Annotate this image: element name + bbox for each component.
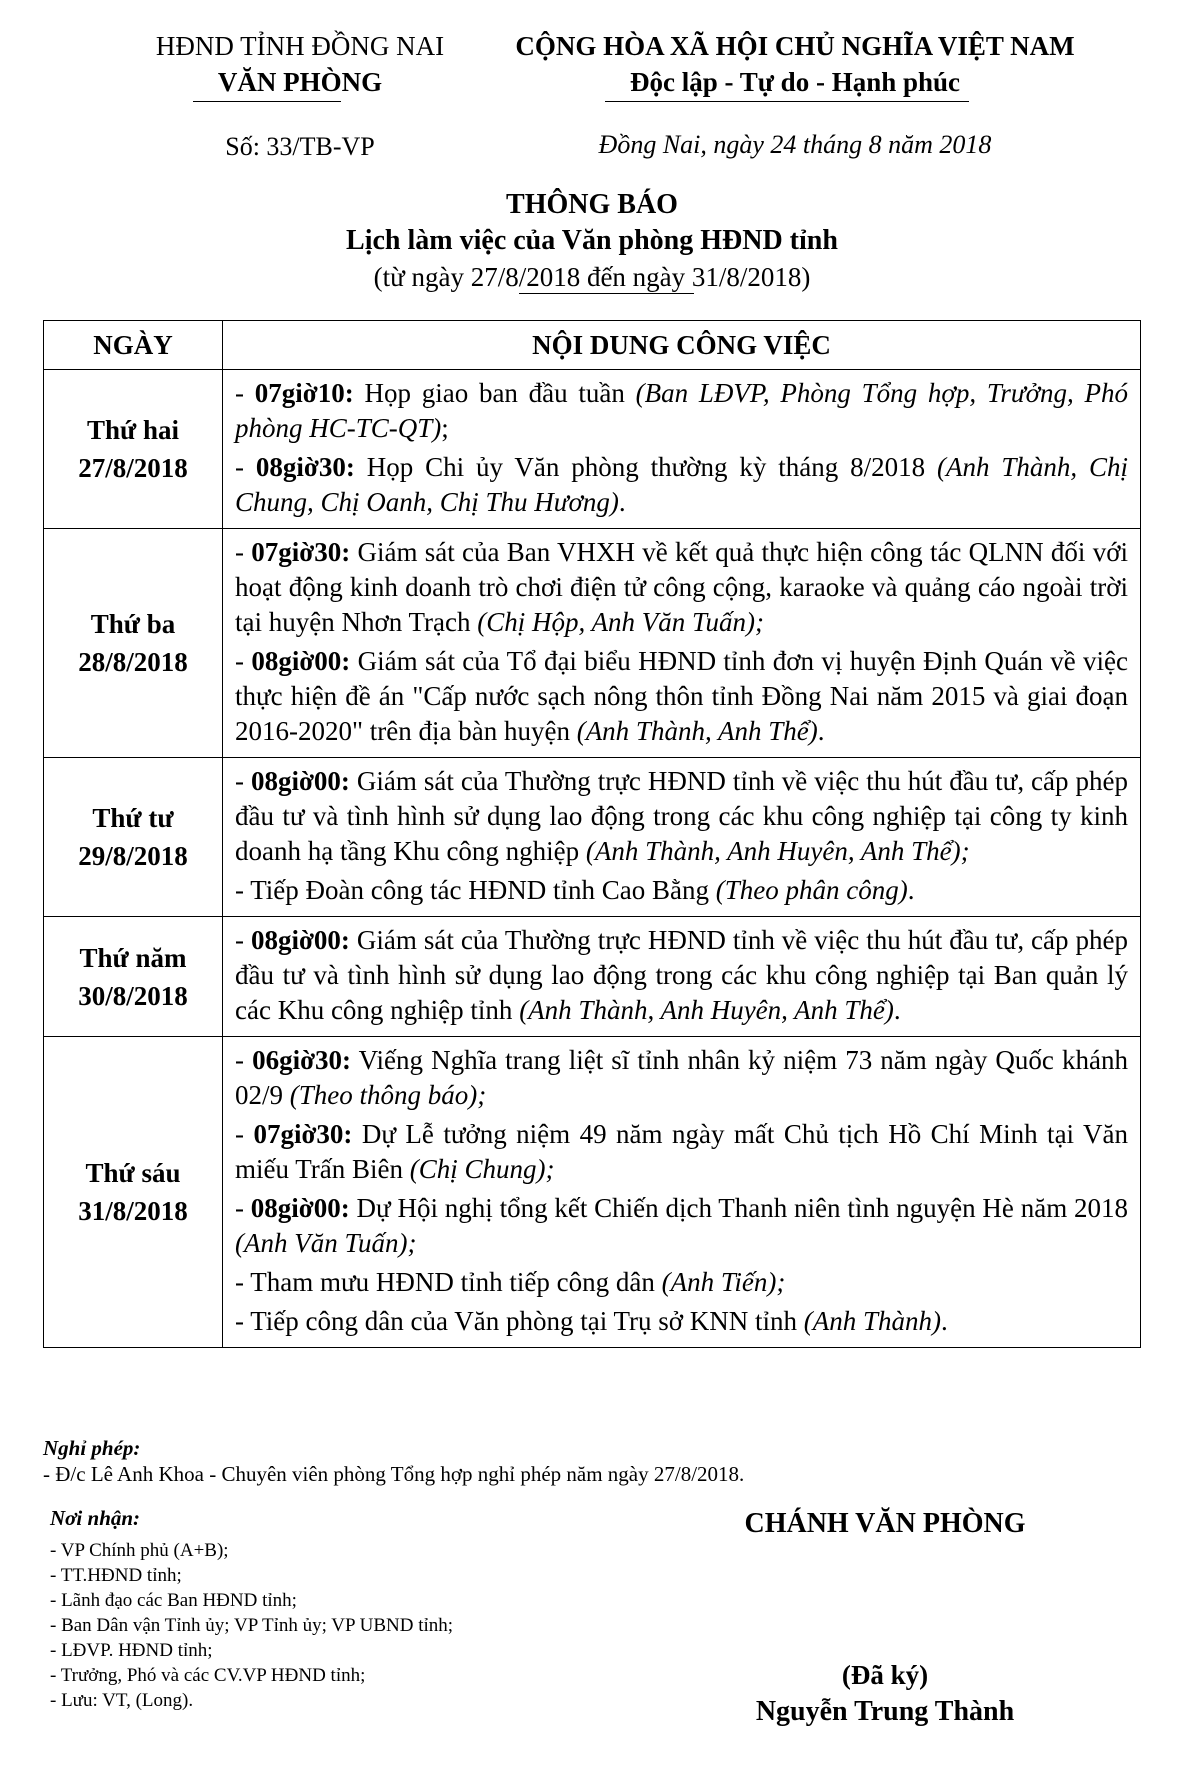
- document-number: Số: 33/TB-VP: [225, 132, 375, 161]
- weekday: Thứ tư: [92, 803, 174, 833]
- task-text: Giám sát của Thường trực HĐND tỉnh về việc thu hút đầu tư, cấp phép đầu tư và tình hình sử dụng lao động trong các khu công nghiệp tại công ty kinh doanh hạ tầng Khu công nghiệp: [235, 766, 1128, 866]
- tasks-cell: [223, 917, 1141, 1037]
- task-participants: (Theo phân công): [715, 875, 908, 905]
- recipient-item: - Lãnh đạo các Ban HĐND tỉnh;: [50, 1590, 297, 1611]
- task-time: 08giờ30:: [255, 452, 355, 482]
- task-time: 07giờ30:: [253, 1119, 353, 1149]
- task-time: 08giờ00:: [251, 646, 351, 676]
- table-header-row: [44, 321, 1141, 370]
- task-participants: (Anh Thành, Anh Huyên, Anh Thể): [519, 995, 894, 1025]
- col-content-header: NỘI DUNG CÔNG VIỆC: [223, 321, 1141, 370]
- recipient-item: - Ban Dân vận Tỉnh ủy; VP Tỉnh ủy; VP UBND tỉnh;: [50, 1615, 454, 1636]
- issuer-unit: VĂN PHÒNG: [217, 67, 383, 97]
- country-name: CỘNG HÒA XÃ HỘI CHỦ NGHĨA VIỆT NAM: [515, 31, 1075, 61]
- weekday: Thứ năm: [79, 942, 187, 973]
- task-time: 08giờ00:: [250, 1193, 350, 1223]
- issuer-block: [100, 28, 500, 100]
- table-row: [44, 529, 1141, 758]
- weekday: Thứ sáu: [85, 1158, 181, 1188]
- task-item: - Tiếp Đoàn công tác HĐND tỉnh Cao Bằng (Theo phân công).: [235, 875, 915, 905]
- task-end: ;: [441, 413, 449, 443]
- task-text: Dự Hội nghị tổng kết Chiến dịch Thanh niên tình nguyện Hè năm 2018: [349, 1193, 1128, 1223]
- task-end: .: [893, 995, 901, 1025]
- task-item: - 08giờ30: Họp Chi ủy Văn phòng thường kỳ tháng 8/2018 (Anh Thành, Chị Chung, Chị Oanh, Chị Thu Hương).: [235, 452, 1128, 517]
- task-text: Viếng Nghĩa trang liệt sĩ tỉnh nhân kỷ niệm 73 năm ngày Quốc khánh 02/9: [235, 1045, 1128, 1110]
- leave-text: - Đ/c Lê Anh Khoa - Chuyên viên phòng Tổng hợp nghỉ phép năm ngày 27/8/2018.: [43, 1462, 745, 1486]
- task-text: Giám sát của Thường trực HĐND tỉnh về việc thu hút đầu tư, cấp phép đầu tư và tình hình sử dụng lao động trong các khu công nghiệp tại Ban quản lý các Khu công nghiệp tỉnh: [235, 925, 1128, 1025]
- task-item: - 08giờ00: Dự Hội nghị tổng kết Chiến dịch Thanh niên tình nguyện Hè năm 2018 (Anh Văn Tuấn);: [235, 1193, 1128, 1258]
- weekday: Thứ ba: [90, 609, 176, 639]
- task-text: Tham mưu HĐND tỉnh tiếp công dân: [250, 1267, 662, 1297]
- task-item: - 08giờ00: Giám sát của Tổ đại biểu HĐND tỉnh đơn vị huyện Định Quán về việc thực hiện đề án "Cấp nước sạch nông thôn tỉnh Đồng Nai năm 2015 và giai đoạn 2016-2020" trên địa bàn huyện (Anh Thành, Anh Thể).: [235, 646, 1128, 746]
- recipient-item: - TT.HĐND tỉnh;: [50, 1565, 182, 1586]
- day-cell: [44, 370, 223, 529]
- task-participants: (Anh Thành, Anh Thể): [576, 716, 818, 746]
- task-time: 07giờ30:: [251, 537, 351, 567]
- date: 27/8/2018: [78, 453, 188, 483]
- recipients-list: [50, 1538, 453, 1713]
- table-row: [44, 758, 1141, 917]
- task-item: - 07giờ30: Giám sát của Ban VHXH về kết quả thực hiện công tác QLNN đối với hoạt động kinh doanh trò chơi điện tử công cộng, karaoke và quảng cáo ngoài trời tại huyện Nhơn Trạch (Chị Hộp, Anh Văn Tuấn);: [235, 537, 1128, 637]
- task-text: Họp Chi ủy Văn phòng thường kỳ tháng 8/2018: [354, 452, 937, 482]
- task-participants: (Anh Thành, Chị Chung, Chị Oanh, Chị Thu Hương): [235, 452, 1128, 517]
- task-text: Giám sát của Tổ đại biểu HĐND tỉnh đơn vị huyện Định Quán về việc thực hiện đề án "Cấp nước sạch nông thôn tỉnh Đồng Nai năm 2015 và giai đoạn 2016-2020" trên địa bàn huyện: [235, 646, 1128, 746]
- task-item: - 06giờ30: Viếng Nghĩa trang liệt sĩ tỉnh nhân kỷ niệm 73 năm ngày Quốc khánh 02/9 (Theo thông báo);: [235, 1045, 1128, 1110]
- title-block: [0, 187, 1184, 295]
- task-item: - 07giờ10: Họp giao ban đầu tuần (Ban LĐVP, Phòng Tổng hợp, Trưởng, Phó phòng HC-TC-QT);: [235, 378, 1128, 443]
- signer-title: CHÁNH VĂN PHÒNG: [744, 1508, 1026, 1539]
- task-time: 06giờ30:: [252, 1045, 352, 1075]
- day-cell: [44, 758, 223, 917]
- task-text: Giám sát của Ban VHXH về kết quả thực hiện công tác QLNN đối với hoạt động kinh doanh trò chơi điện tử công cộng, karaoke và quảng cáo ngoài trời tại huyện Nhơn Trạch: [235, 537, 1128, 637]
- signer-name: Nguyễn Trung Thành: [755, 1696, 1015, 1727]
- task-time: 08giờ00:: [250, 925, 350, 955]
- recipient-item: - Lưu: VT, (Long).: [50, 1690, 194, 1711]
- table-row: [44, 917, 1141, 1037]
- doc-period: (từ ngày 27/8/2018 đến ngày 31/8/2018): [373, 262, 811, 292]
- motto: Độc lập - Tự do - Hạnh phúc: [629, 67, 961, 97]
- task-time: 07giờ10:: [254, 378, 354, 408]
- task-participants: (Chị Hộp, Anh Văn Tuấn);: [477, 607, 765, 637]
- date: 30/8/2018: [78, 980, 188, 1011]
- task-item: - Tiếp công dân của Văn phòng tại Trụ sở KNN tỉnh (Anh Thành).: [235, 1306, 948, 1336]
- recipient-item: - LĐVP. HĐND tỉnh;: [50, 1640, 213, 1661]
- task-participants: (Ban LĐVP, Phòng Tổng hợp, Trưởng, Phó phòng HC-TC-QT): [235, 378, 1128, 443]
- task-time: 08giờ00:: [250, 766, 350, 796]
- task-participants: (Anh Thành, Anh Huyên, Anh Thể);: [585, 836, 970, 866]
- task-participants: (Anh Tiến);: [661, 1267, 786, 1297]
- motto-underline: [605, 101, 969, 102]
- task-participants: (Anh Văn Tuấn);: [235, 1228, 417, 1258]
- recipients-heading: Nơi nhận:: [50, 1506, 141, 1530]
- task-end: .: [817, 716, 825, 746]
- task-end: .: [907, 875, 915, 905]
- day-cell: [44, 917, 223, 1037]
- recipient-item: - Trưởng, Phó và các CV.VP HĐND tỉnh;: [50, 1665, 366, 1686]
- date: 28/8/2018: [78, 647, 188, 677]
- task-end: .: [618, 487, 626, 517]
- doc-subject: Lịch làm việc của Văn phòng HĐND tỉnh: [346, 225, 838, 256]
- recipient-item: - VP Chính phủ (A+B);: [50, 1540, 229, 1561]
- task-text: Tiếp công dân của Văn phòng tại Trụ sở KNN tỉnh: [250, 1306, 804, 1336]
- tasks-cell: [223, 758, 1141, 917]
- date: 31/8/2018: [78, 1196, 188, 1226]
- issuer-org: HĐND TỈNH ĐỒNG NAI: [155, 31, 445, 61]
- place-date: Đồng Nai, ngày 24 tháng 8 năm 2018: [598, 130, 992, 159]
- tasks-cell: [223, 1037, 1141, 1348]
- task-item: - Tham mưu HĐND tỉnh tiếp công dân (Anh Tiến);: [235, 1267, 786, 1297]
- task-text: Dự Lễ tưởng niệm 49 năm ngày mất Chủ tịch Hồ Chí Minh tại Văn miếu Trấn Biên: [235, 1119, 1128, 1184]
- task-item: - 08giờ00: Giám sát của Thường trực HĐND tỉnh về việc thu hút đầu tư, cấp phép đầu tư và tình hình sử dụng lao động trong các khu công nghiệp tại công ty kinh doanh hạ tầng Khu công nghiệp (Anh Thành, Anh Huyên, Anh Thể);: [235, 766, 1128, 866]
- task-item: - 08giờ00: Giám sát của Thường trực HĐND tỉnh về việc thu hút đầu tư, cấp phép đầu tư và tình hình sử dụng lao động trong các khu công nghiệp tại Ban quản lý các Khu công nghiệp tỉnh (Anh Thành, Anh Huyên, Anh Thể).: [235, 925, 1128, 1025]
- task-item: - 07giờ30: Dự Lễ tưởng niệm 49 năm ngày mất Chủ tịch Hồ Chí Minh tại Văn miếu Trấn Biên (Chị Chung);: [235, 1119, 1128, 1184]
- day-cell: [44, 529, 223, 758]
- task-text: Họp giao ban đầu tuần: [353, 378, 636, 408]
- leave-heading: Nghỉ phép:: [43, 1436, 141, 1460]
- task-participants: (Theo thông báo);: [289, 1080, 487, 1110]
- task-end: .: [941, 1306, 948, 1336]
- national-header: [490, 28, 1100, 100]
- date: 29/8/2018: [78, 841, 188, 871]
- signed-status: (Đã ký): [841, 1660, 929, 1690]
- table-row: [44, 1037, 1141, 1348]
- tasks-cell: [223, 370, 1141, 529]
- weekday: Thứ hai: [87, 415, 179, 445]
- table-row: [44, 370, 1141, 529]
- tasks-cell: [223, 529, 1141, 758]
- col-day-header: NGÀY: [44, 321, 223, 370]
- schedule-table: [43, 320, 1141, 1348]
- issuer-underline: [193, 101, 341, 102]
- task-text: Tiếp Đoàn công tác HĐND tỉnh Cao Bằng: [250, 875, 716, 905]
- task-participants: (Anh Thành): [803, 1306, 942, 1336]
- doc-type: THÔNG BÁO: [506, 189, 678, 220]
- task-participants: (Chị Chung);: [409, 1154, 555, 1184]
- title-underline: [519, 293, 694, 294]
- day-cell: [44, 1037, 223, 1348]
